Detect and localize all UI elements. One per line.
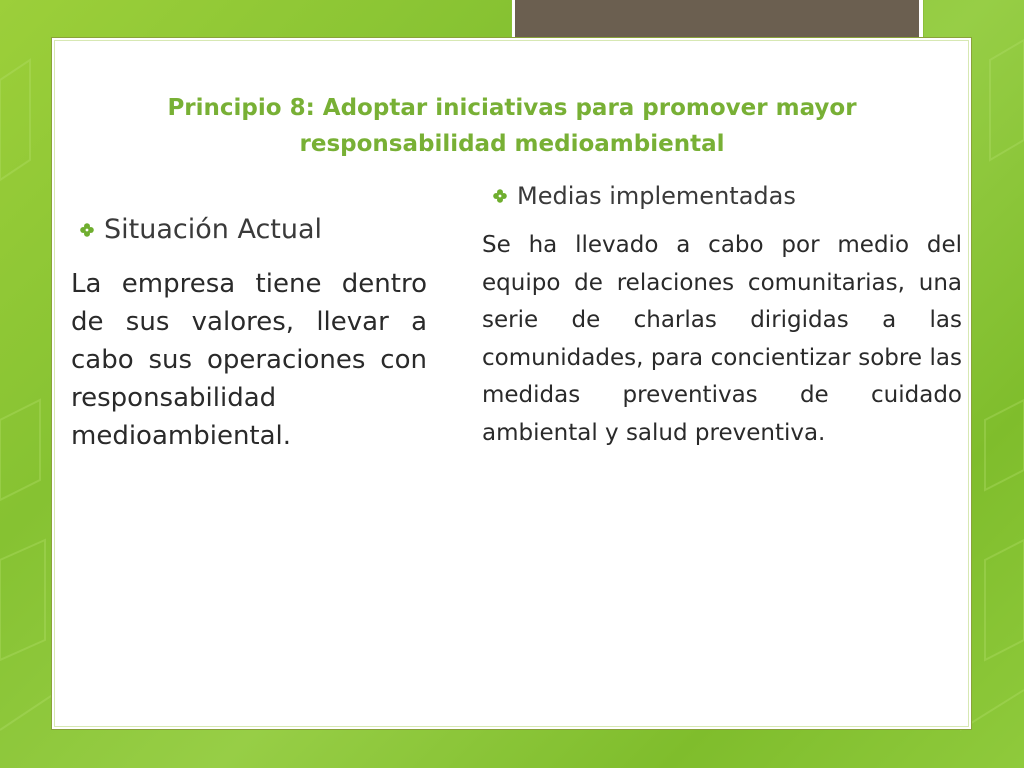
- left-heading: [80, 214, 322, 245]
- left-body-text: La empresa tiene dentro de sus valores, llevar a cabo sus operaciones con responsabilidad medioambiental.: [71, 269, 427, 451]
- right-heading: [493, 182, 796, 210]
- right-heading-label: Medias implementadas: [517, 182, 796, 210]
- slide-title: Principio 8: Adoptar iniciativas para promover mayor responsabilidad medioambiental: [167, 95, 857, 157]
- clover-bullet-icon: [493, 189, 507, 203]
- right-body-text: Se ha llevado a cabo por medio del equipo de relaciones comunitarias, una serie de charlas dirigidas a las comunidades, para concientizar sobre las medidas preventivas de cuidado ambiental y salud preventiva.: [482, 232, 962, 446]
- left-heading-label: Situación Actual: [104, 214, 323, 245]
- clover-bullet-icon: [80, 223, 94, 237]
